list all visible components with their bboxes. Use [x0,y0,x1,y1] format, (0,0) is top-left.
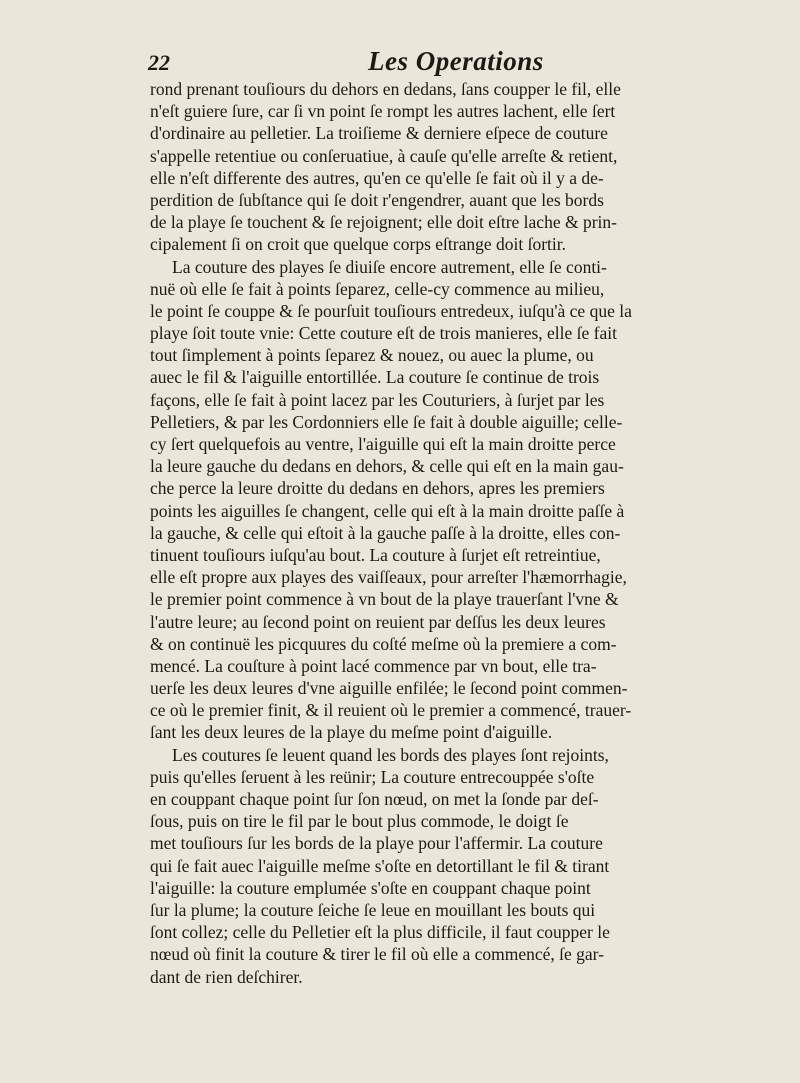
text-line: ſous, puis on tire le fil par le bout plus commode, le doigt ſe [150,811,569,832]
paragraph-start-line: La couture des playes ſe diuiſe encore autrement, elle ſe conti- [172,256,607,277]
text-line: en couppant chaque point ſur ſon nœud, on met la ſonde par deſ- [150,789,599,809]
text-line: points les aiguilles ſe changent, celle qui eſt à la main droitte paſſe à [150,500,625,521]
text-line: ſont collez; celle du Pelletier eſt la plus difficile, il faut coupper le [150,922,610,943]
text-line: d'ordinaire au pelletier. La troiſieme & derniere eſpece de couture [150,123,608,144]
running-head: Les Operations [368,46,544,76]
text-line: puis qu'elles ſeruent à les reünir; La couture entrecouppée s'oſte [150,766,595,787]
text-line: nœud où finit la couture & tirer le fil où elle a commencé, ſe gar- [150,944,604,965]
text-line: ſant les deux leures de la playe du meſme point d'aiguille. [150,722,553,743]
text-line: le premier point commence à vn bout de la playe trauerſant l'vne & [150,589,619,610]
text-line: cy ſert quelquefois au ventre, l'aiguille qui eſt la main droitte perce [150,434,616,454]
text-line: uerſe les deux leures d'vne aiguille enfilée; le ſecond point commen- [150,678,628,699]
text-line: façons, elle ſe fait à point lacez par les Couturiers, à ſurjet par les [150,389,605,410]
text-line: ce où le premier finit, & il reuient où le premier a commencé, trauer- [150,700,632,721]
text-line: elle n'eſt differente des autres, qu'en ce qu'elle ſe fait où il y a de- [150,167,604,188]
text-line: n'eſt guiere ſure, car ſi vn point ſe rompt les autres lachent, elle ſert [150,101,616,122]
text-line: ſur la plume; la couture ſeiche ſe leue en mouillant les bouts qui [150,899,596,920]
text-line: auec le fil & l'aiguille entortillée. La couture ſe continue de trois [150,367,600,388]
text-line: playe ſoit toute vnie: Cette couture eſt de trois manieres, elle ſe fait [150,323,617,344]
text-line: Pelletiers, & par les Cordonniers elle ſe fait à double aiguille; celle- [150,411,623,432]
body-text [150,78,770,988]
text-line: cipalement ſi on croit que quelque corps eſtrange doit ſortir. [150,234,566,255]
text-line: la leure gauche du dedans en dehors, & celle qui eſt en la main gau- [150,456,624,477]
text-line: tout ſimplement à points ſeparez & nouez, ou auec la plume, ou [150,345,594,366]
text-line: qui ſe fait auec l'aiguille meſme s'oſte en detortillant le fil & tirant [150,855,610,876]
text-line: rond prenant touſiours du dehors en dedans, ſans coupper le fil, elle [150,79,621,99]
text-line: elle eſt propre aux playes des vaiſſeaux, pour arreſter l'hæmorrhagie, [150,567,627,588]
text-line: dant de rien deſchirer. [150,966,303,987]
text-line: s'appelle retentiue ou conſeruatiue, à cauſe qu'elle arreſte & retient, [150,145,618,166]
paragraph-start-line: Les coutures ſe leuent quand les bords des playes ſont rejoints, [172,744,609,765]
text-line: met touſiours ſur les bords de la playe pour l'affermir. La couture [150,833,603,854]
text-line: la gauche, & celle qui eſtoit à la gauche paſſe à la droitte, elles con- [150,522,621,543]
text-line: le point ſe couppe & ſe pourſuit touſiours entredeux, iuſqu'à ce que la [150,300,632,321]
text-line: l'aiguille: la couture emplumée s'oſte en couppant chaque point [150,877,591,898]
page-header [148,46,708,80]
text-line: nuë où elle ſe fait à points ſeparez, celle-cy commence au milieu, [150,278,605,299]
text-line: de la playe ſe touchent & ſe rejoignent; elle doit eſtre lache & prin- [150,212,617,233]
text-line: l'autre leure; au ſecond point on reuient par deſſus les deux leures [150,611,606,632]
text-line: che perce la leure droitte du dedans en dehors, apres les premiers [150,478,605,499]
text-line: mencé. La couſture à point lacé commence par vn bout, elle tra- [150,655,597,676]
text-line: perdition de ſubſtance qui ſe doit r'engendrer, auant que les bords [150,189,604,210]
page-number: 22 [148,50,170,75]
text-line: tinuent touſiours iuſqu'au bout. La couture à ſurjet eſt retreintiue, [150,544,601,565]
text-line: & on continuë les picquures du coſté meſme où la premiere a com- [150,633,617,654]
